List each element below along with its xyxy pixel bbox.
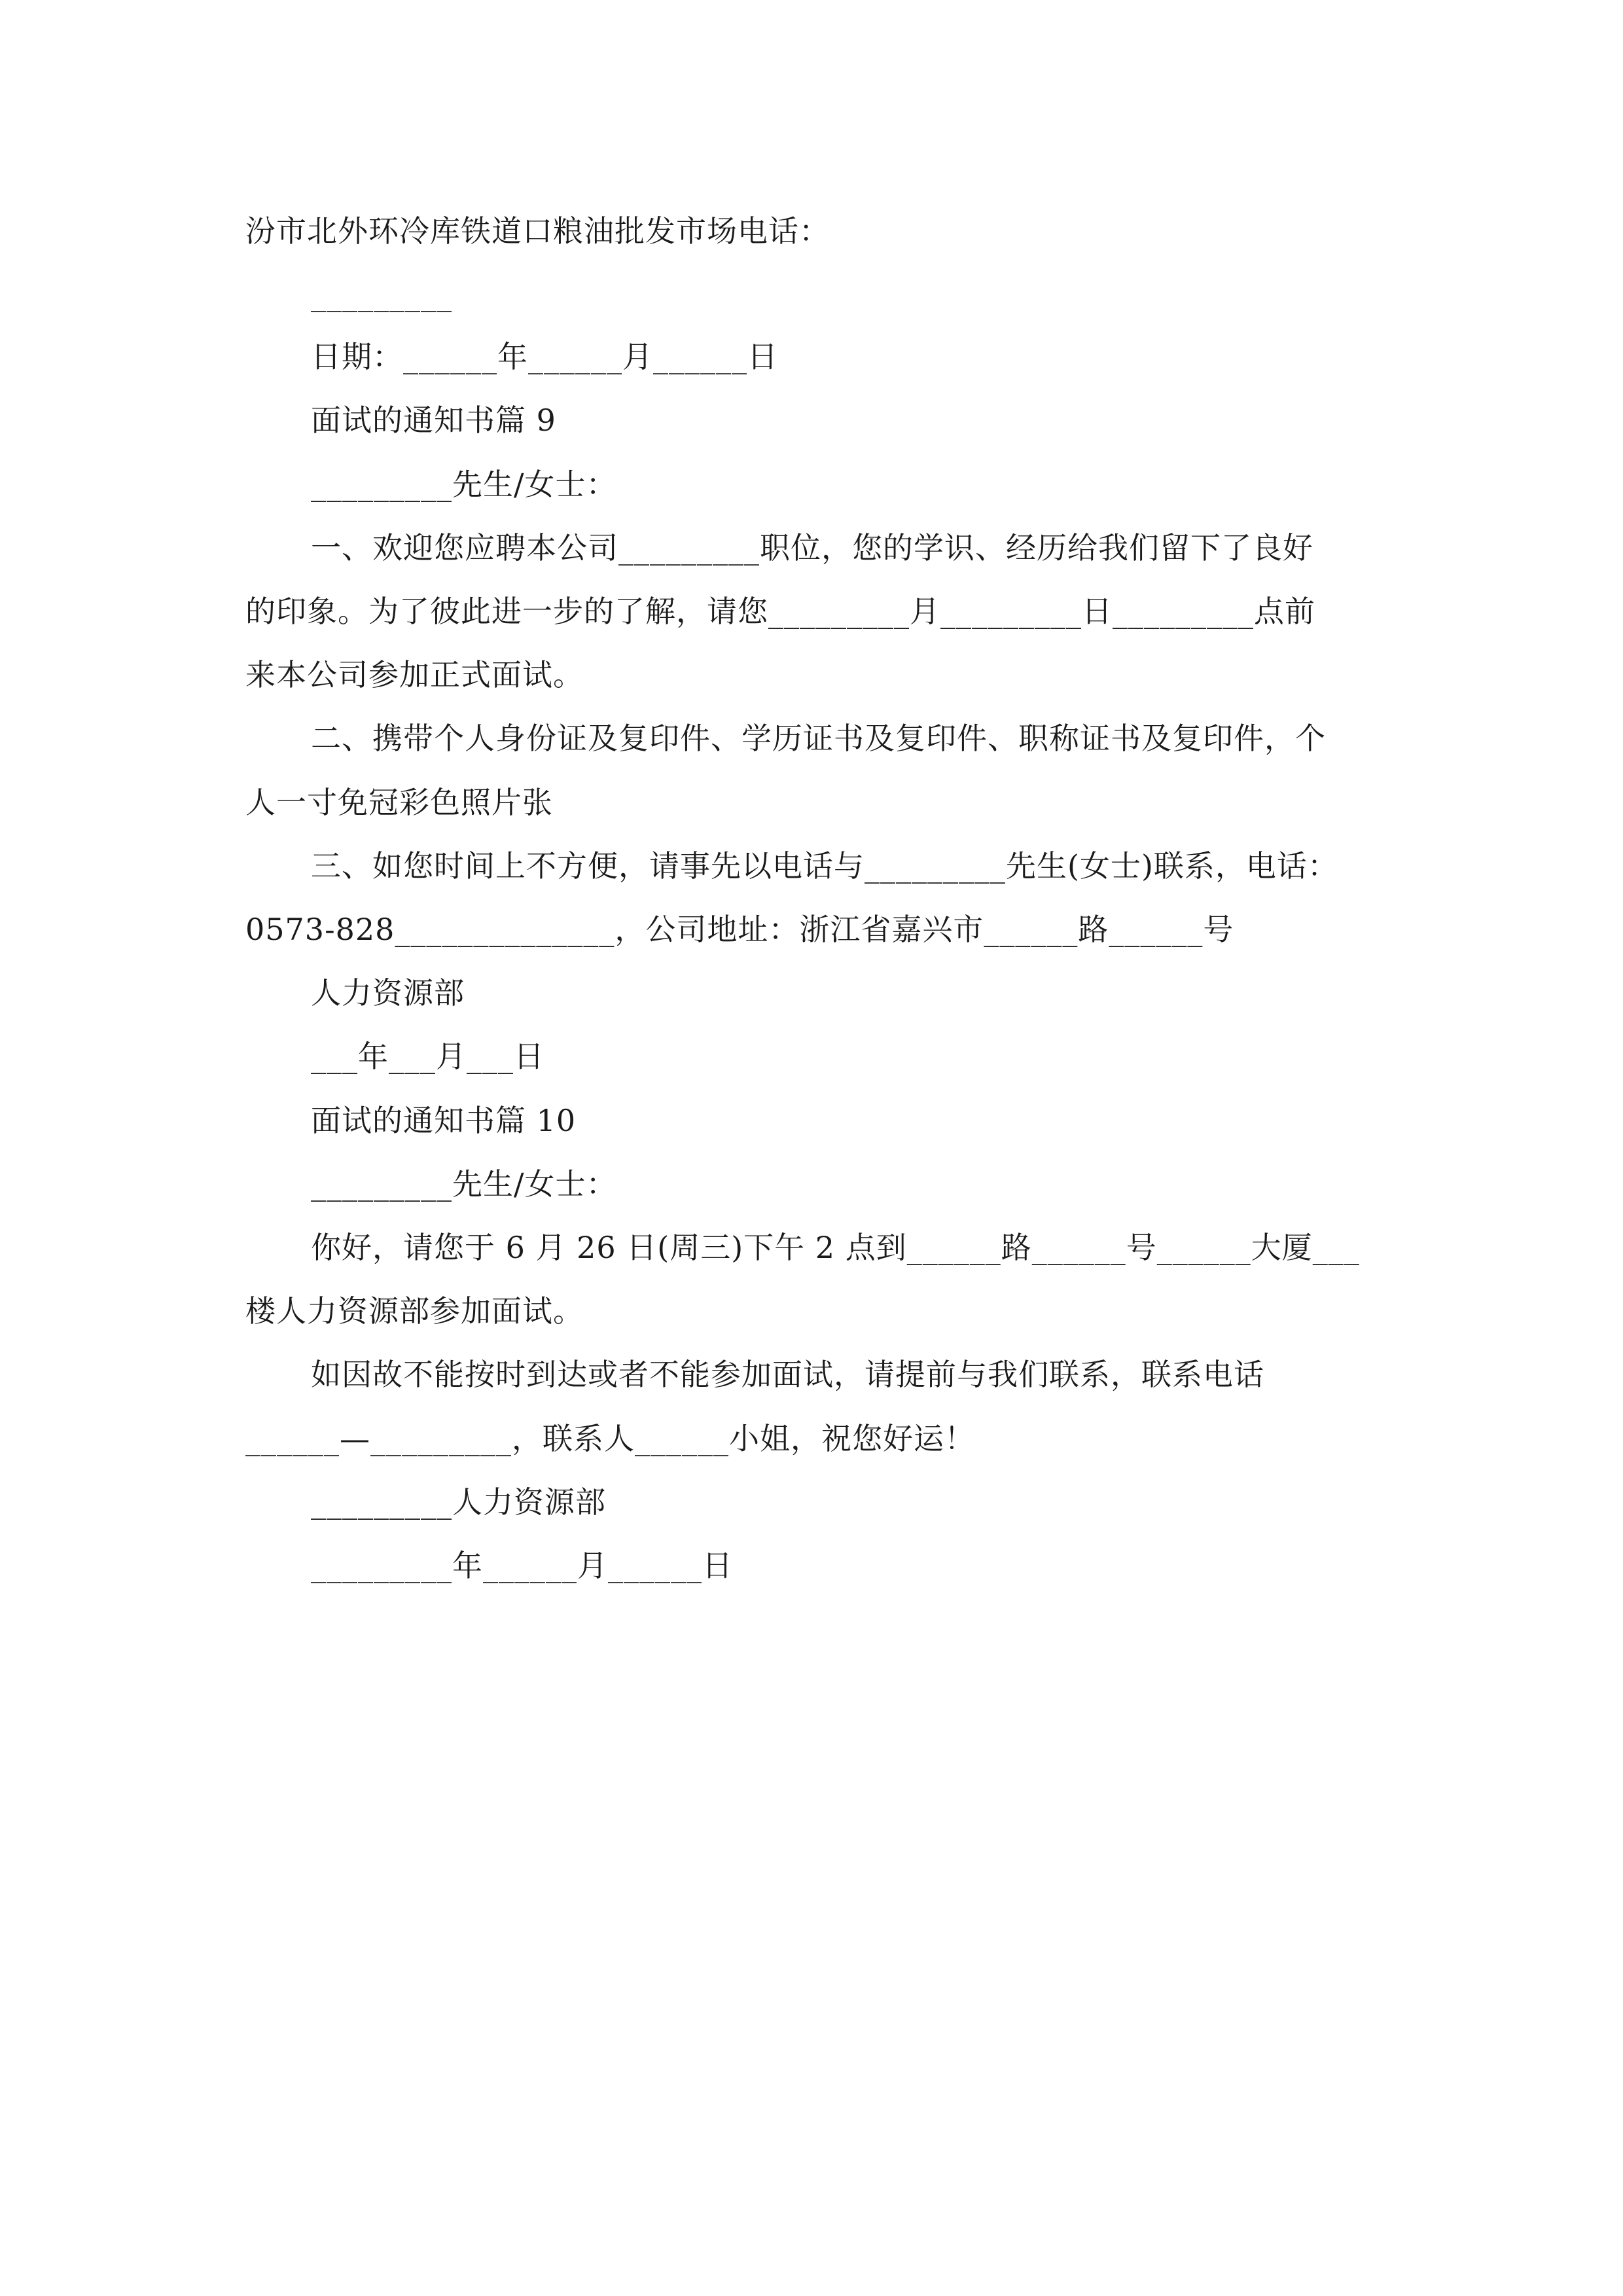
text-line-contact-a: 如因故不能按时到达或者不能参加面试，请提前与我们联系，联系电话 bbox=[311, 1357, 1264, 1392]
text-line-date: 日期：______年______月______日 bbox=[311, 339, 778, 374]
text-line-invite-b: 楼人力资源部参加面试。 bbox=[245, 1293, 584, 1329]
text-line-contact-b: ______—_________，联系人______小姐，祝您好运！ bbox=[245, 1421, 975, 1456]
section-heading-10: 面试的通知书篇 10 bbox=[311, 1103, 577, 1138]
text-line-salutation-2: _________先生/女士： bbox=[311, 1166, 617, 1202]
text-line-item-1b: 的印象。为了彼此进一步的了解，请您_________月_________日_________点前 bbox=[245, 594, 1315, 629]
text-line-salutation: _________先生/女士： bbox=[311, 467, 617, 502]
text-line-date-signature: _________年______月______日 bbox=[311, 1548, 733, 1583]
text-line-hr-signature: _________人力资源部 bbox=[311, 1484, 606, 1520]
text-line-item-3a: 三、如您时间上不方便，请事先以电话与_________先生(女士)联系，电话： bbox=[311, 848, 1338, 884]
text-line-date-short: ___年___月___日 bbox=[311, 1039, 544, 1074]
text-line-hr-dept: 人力资源部 bbox=[311, 975, 465, 1011]
text-line-item-1a: 一、欢迎您应聘本公司_________职位，您的学识、经历给我们留下了良好 bbox=[311, 530, 1313, 565]
section-heading-9: 面试的通知书篇 9 bbox=[311, 403, 556, 438]
text-line-invite-a: 你好，请您于 6 月 26 日(周三)下午 2 点到______路______号______大厦___ bbox=[311, 1230, 1360, 1265]
text-line-item-2b: 人一寸免冠彩色照片张 bbox=[245, 785, 553, 820]
text-line-market-phone: 汾市北外环冷库铁道口粮油批发市场电话： bbox=[245, 213, 830, 249]
text-line-item-2a: 二、携带个人身份证及复印件、学历证书及复印件、职称证书及复印件，个 bbox=[311, 721, 1326, 756]
text-line-blank: _________ bbox=[311, 277, 452, 312]
text-line-item-1c: 来本公司参加正式面试。 bbox=[245, 657, 584, 692]
text-line-item-3b: 0573-828______________，公司地址：浙江省嘉兴市______路______号 bbox=[245, 912, 1234, 947]
